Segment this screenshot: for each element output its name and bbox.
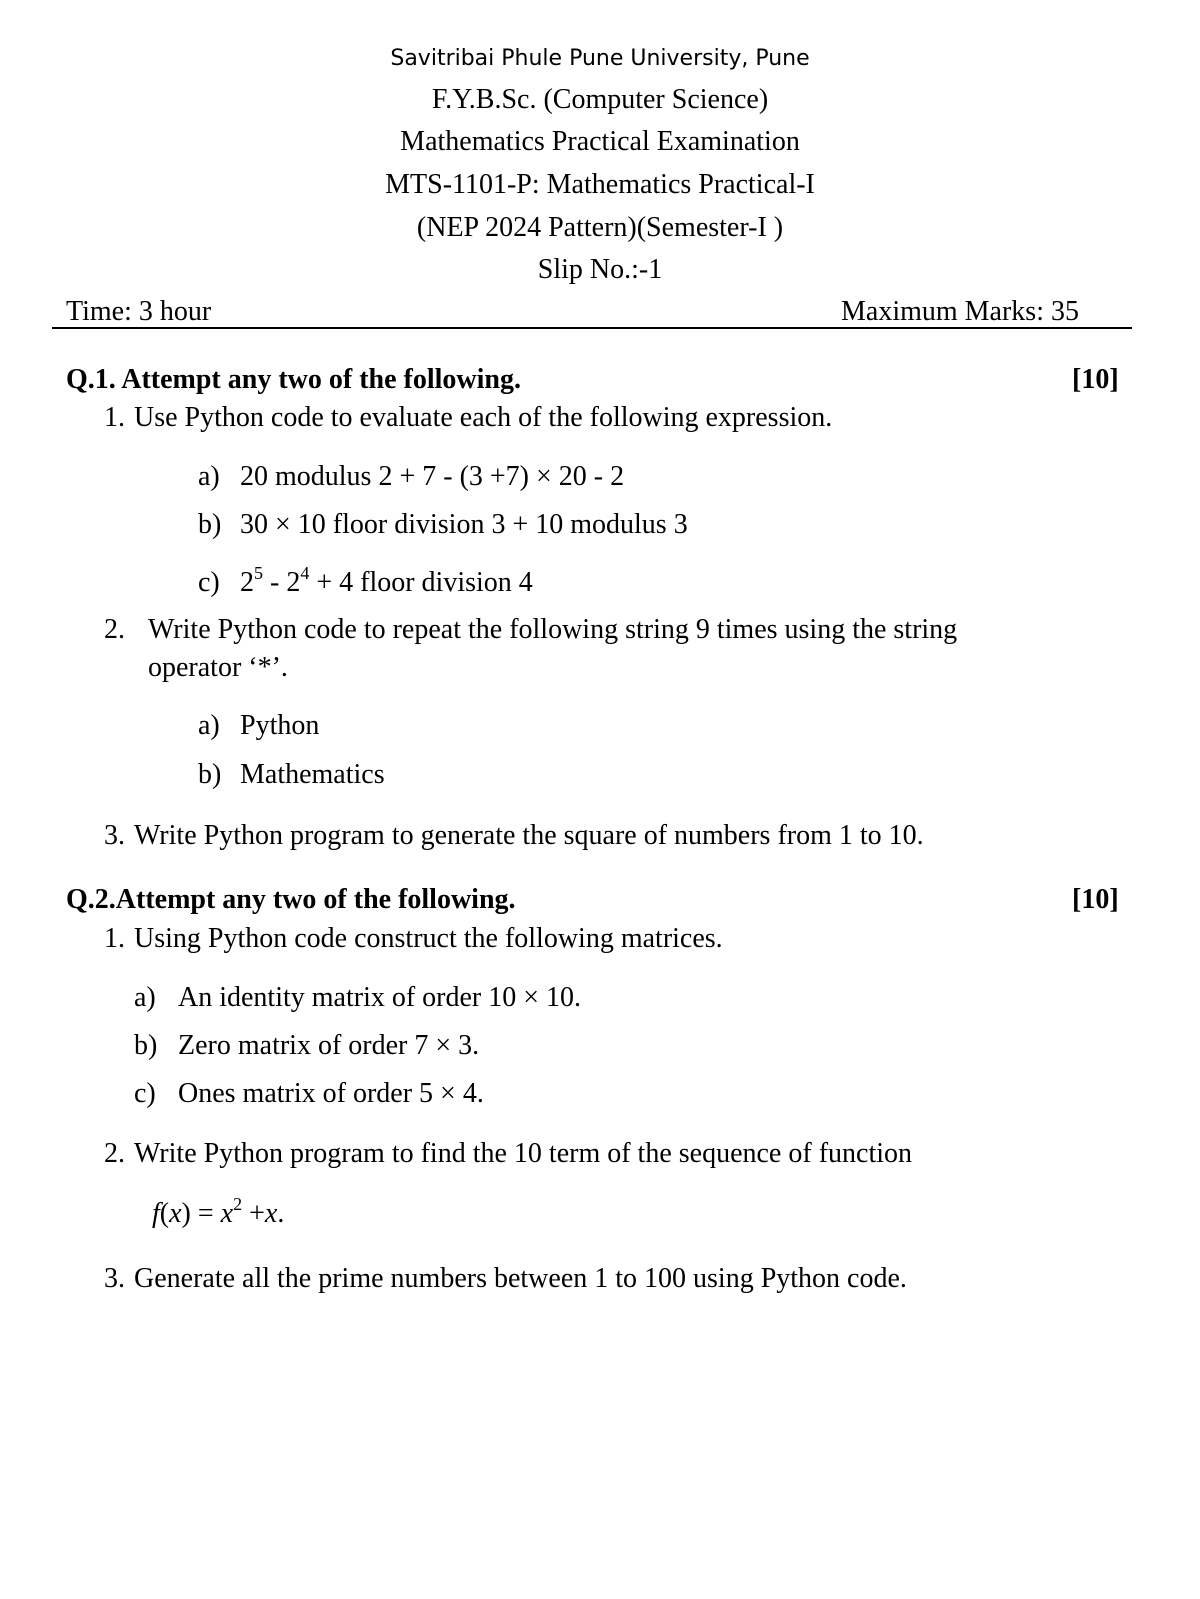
paper-title: MTS-1101-P: Mathematics Practical-I	[385, 169, 815, 200]
formula-variable: x	[264, 1198, 278, 1229]
q1-item1-b-label: b)	[198, 509, 222, 540]
q2-item2-formula	[152, 1194, 285, 1230]
exponent: 2	[233, 1194, 243, 1214]
q2-item3-text: Generate all the prime numbers between 1 to 100 using Python code.	[134, 1263, 907, 1294]
q1-item2-a-label: a)	[198, 710, 220, 741]
q1-item1-number: 1.	[104, 402, 125, 433]
q1-item1-a-text: 20 modulus 2 + 7 - (3 +7) × 20 - 2	[240, 461, 625, 492]
q1-marks: [10]	[1072, 364, 1119, 395]
q2-item2-text: Write Python program to find the 10 term of the sequence of function	[134, 1138, 912, 1169]
course-title: F.Y.B.Sc. (Computer Science)	[431, 84, 769, 115]
q2-item1-c-label: c)	[134, 1078, 156, 1109]
function-name: f	[152, 1198, 160, 1229]
header-divider	[52, 327, 1132, 329]
q2-item2-number: 2.	[104, 1138, 125, 1169]
exam-title: Mathematics Practical Examination	[400, 126, 800, 157]
q1-item1-a-label: a)	[198, 461, 220, 492]
q1-item2-a-text: Python	[240, 710, 320, 741]
formula-variable: x	[220, 1198, 234, 1229]
expression-rest: + 4 floor division 4	[309, 567, 533, 598]
max-marks: Maximum Marks: 35	[841, 296, 1079, 327]
q2-item1-a-label: a)	[134, 982, 156, 1013]
q2-item1-b-label: b)	[134, 1030, 158, 1061]
q1-item1-c-label: c)	[198, 567, 220, 598]
q1-item2-b-label: b)	[198, 759, 222, 790]
exponent: 4	[300, 563, 310, 583]
q2-marks: [10]	[1072, 884, 1119, 915]
exam-time: Time: 3 hour	[66, 296, 212, 327]
q1-item2-number: 2.	[104, 614, 125, 645]
formula-paren-open: (	[159, 1198, 170, 1229]
q1-item2-text-line1: Write Python code to repeat the following string 9 times using the string	[148, 614, 958, 645]
formula-period: .	[277, 1198, 285, 1229]
q1-item3-number: 3.	[104, 820, 125, 851]
q1-item1-text: Use Python code to evaluate each of the following expression.	[134, 402, 833, 433]
university-name: Savitribai Phule Pune University, Pune	[390, 46, 810, 71]
q1-item1-c-expression	[240, 563, 533, 599]
formula-equals: ) =	[181, 1198, 221, 1229]
q1-item3-text: Write Python program to generate the square of numbers from 1 to 10.	[134, 820, 924, 851]
q1-item2-text-line2: operator ‘*’.	[148, 652, 288, 683]
q1-heading: Q.1. Attempt any two of the following.	[66, 364, 521, 395]
slip-number: Slip No.:-1	[537, 254, 663, 285]
power-base: 2	[240, 567, 254, 598]
power-term: - 2	[263, 567, 301, 598]
q1-item1-b-text: 30 × 10 floor division 3 + 10 modulus 3	[240, 509, 688, 540]
q2-item1-a-text: An identity matrix of order 10 × 10.	[178, 982, 582, 1013]
pattern-title: (NEP 2024 Pattern)(Semester-I )	[416, 212, 784, 243]
exponent: 5	[254, 563, 263, 583]
q2-heading: Q.2.Attempt any two of the following.	[66, 884, 516, 915]
q2-item3-number: 3.	[104, 1263, 125, 1294]
q1-item2-b-text: Mathematics	[240, 759, 385, 790]
formula-variable: x	[169, 1198, 182, 1229]
q2-item1-c-text: Ones matrix of order 5 × 4.	[178, 1078, 484, 1109]
q2-item1-text: Using Python code construct the following matrices.	[134, 923, 723, 954]
q2-item1-number: 1.	[104, 923, 125, 954]
formula-plus: +	[242, 1198, 265, 1229]
q2-item1-b-text: Zero matrix of order 7 × 3.	[178, 1030, 480, 1061]
